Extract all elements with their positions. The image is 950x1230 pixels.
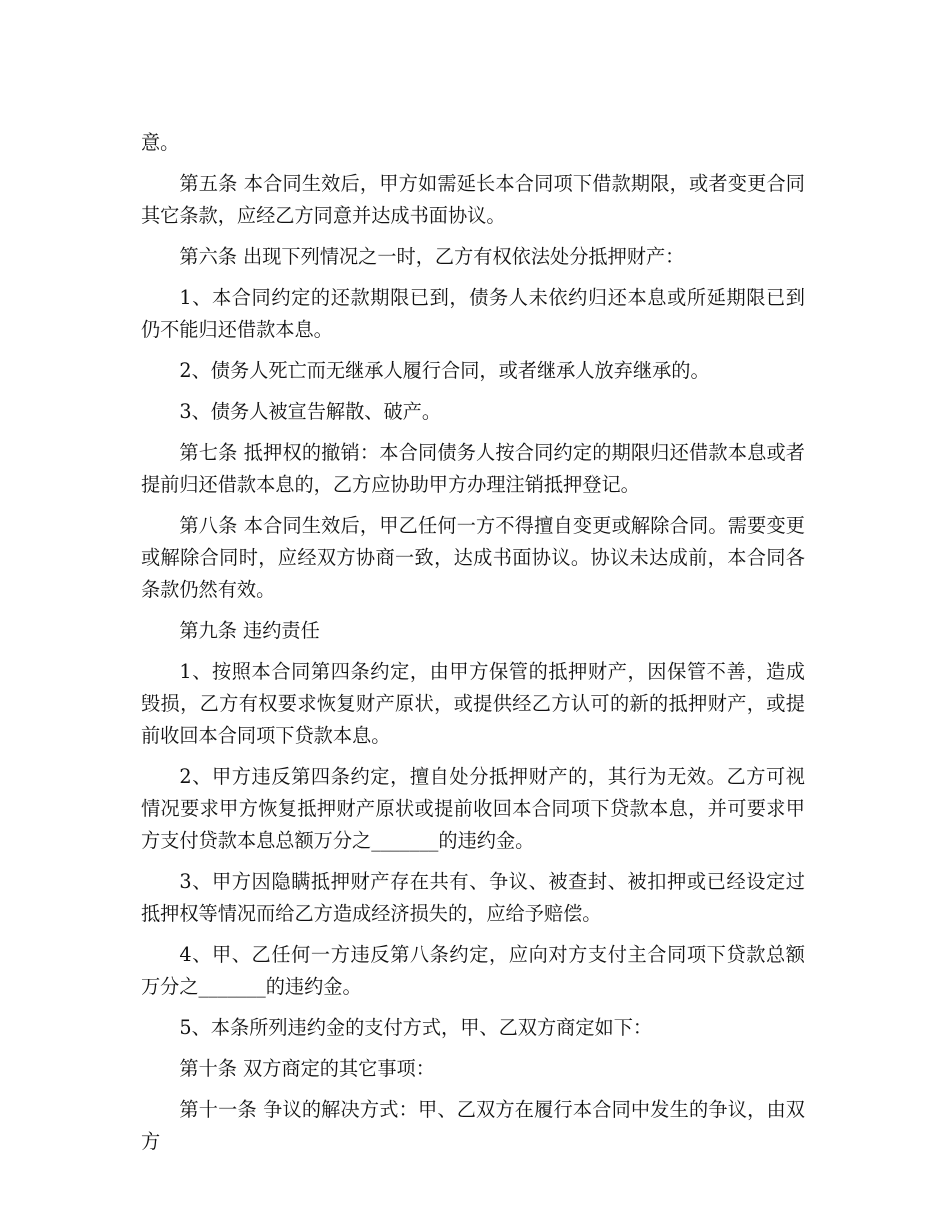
paragraph-article-9-item-2: 2、甲方违反第四条约定，擅自处分抵押财产的，其行为无效。乙方可视情况要求甲方恢复抵押财产原状或提前收回本合同项下贷款本息，并可要求甲方支付贷款本息总额万分之_______的违约金。 [141,765,805,852]
paragraph-article-6-item-2: 2、债务人死亡而无继承人履行合同，或者继承人放弃继承的。 [179,359,710,382]
paragraph-article-9-item-5: 5、本条所列违约金的支付方式，甲、乙双方商定如下： [179,1016,653,1039]
document-body [141,127,805,1158]
paragraph-article-9-item-3: 3、甲方因隐瞒抵押财产存在共有、争议、被查封、被扣押或已经设定过抵押权等情况而给乙方造成经济损失的，应给予赔偿。 [141,870,805,925]
paragraph-article-5: 第五条 本合同生效后，甲方如需延长本合同项下借款期限，或者变更合同其它条款，应经乙方同意并达成书面协议。 [141,172,805,227]
paragraph-article-9: 第九条 违约责任 [179,619,320,642]
paragraph-article-9-item-1: 1、按照本合同第四条约定，由甲方保管的抵押财产，因保管不善，造成毁损，乙方有权要求恢复财产原状，或提供经乙方认可的新的抵押财产，或提前收回本合同项下贷款本息。 [141,660,805,747]
paragraph-article-7: 第七条 抵押权的撤销：本合同债务人按合同约定的期限归还借款本息或者提前归还借款本息的，乙方应协助甲方办理注销抵押登记。 [141,441,805,496]
paragraph-continuation: 意。 [141,131,180,154]
paragraph-article-11: 第十一条 争议的解决方式：甲、乙双方在履行本合同中发生的争议，由双方 [141,1098,805,1153]
paragraph-article-6-item-1: 1、本合同约定的还款期限已到，债务人未依约归还本息或所延期限已到仍不能归还借款本息。 [141,286,805,341]
paragraph-article-9-item-4: 4、甲、乙任何一方违反第八条约定，应向对方支付主合同项下贷款总额万分之_______的违约金。 [141,943,805,998]
paragraph-article-6: 第六条 出现下列情况之一时，乙方有权依法处分抵押财产： [179,245,685,268]
paragraph-article-10: 第十条 双方商定的其它事项： [179,1057,435,1080]
paragraph-article-8: 第八条 本合同生效后，甲乙任何一方不得擅自变更或解除合同。需要变更或解除合同时，应经双方协商一致，达成书面协议。协议未达成前，本合同各条款仍然有效。 [141,514,805,601]
paragraph-article-6-item-3: 3、债务人被宣告解散、破产。 [179,400,442,423]
